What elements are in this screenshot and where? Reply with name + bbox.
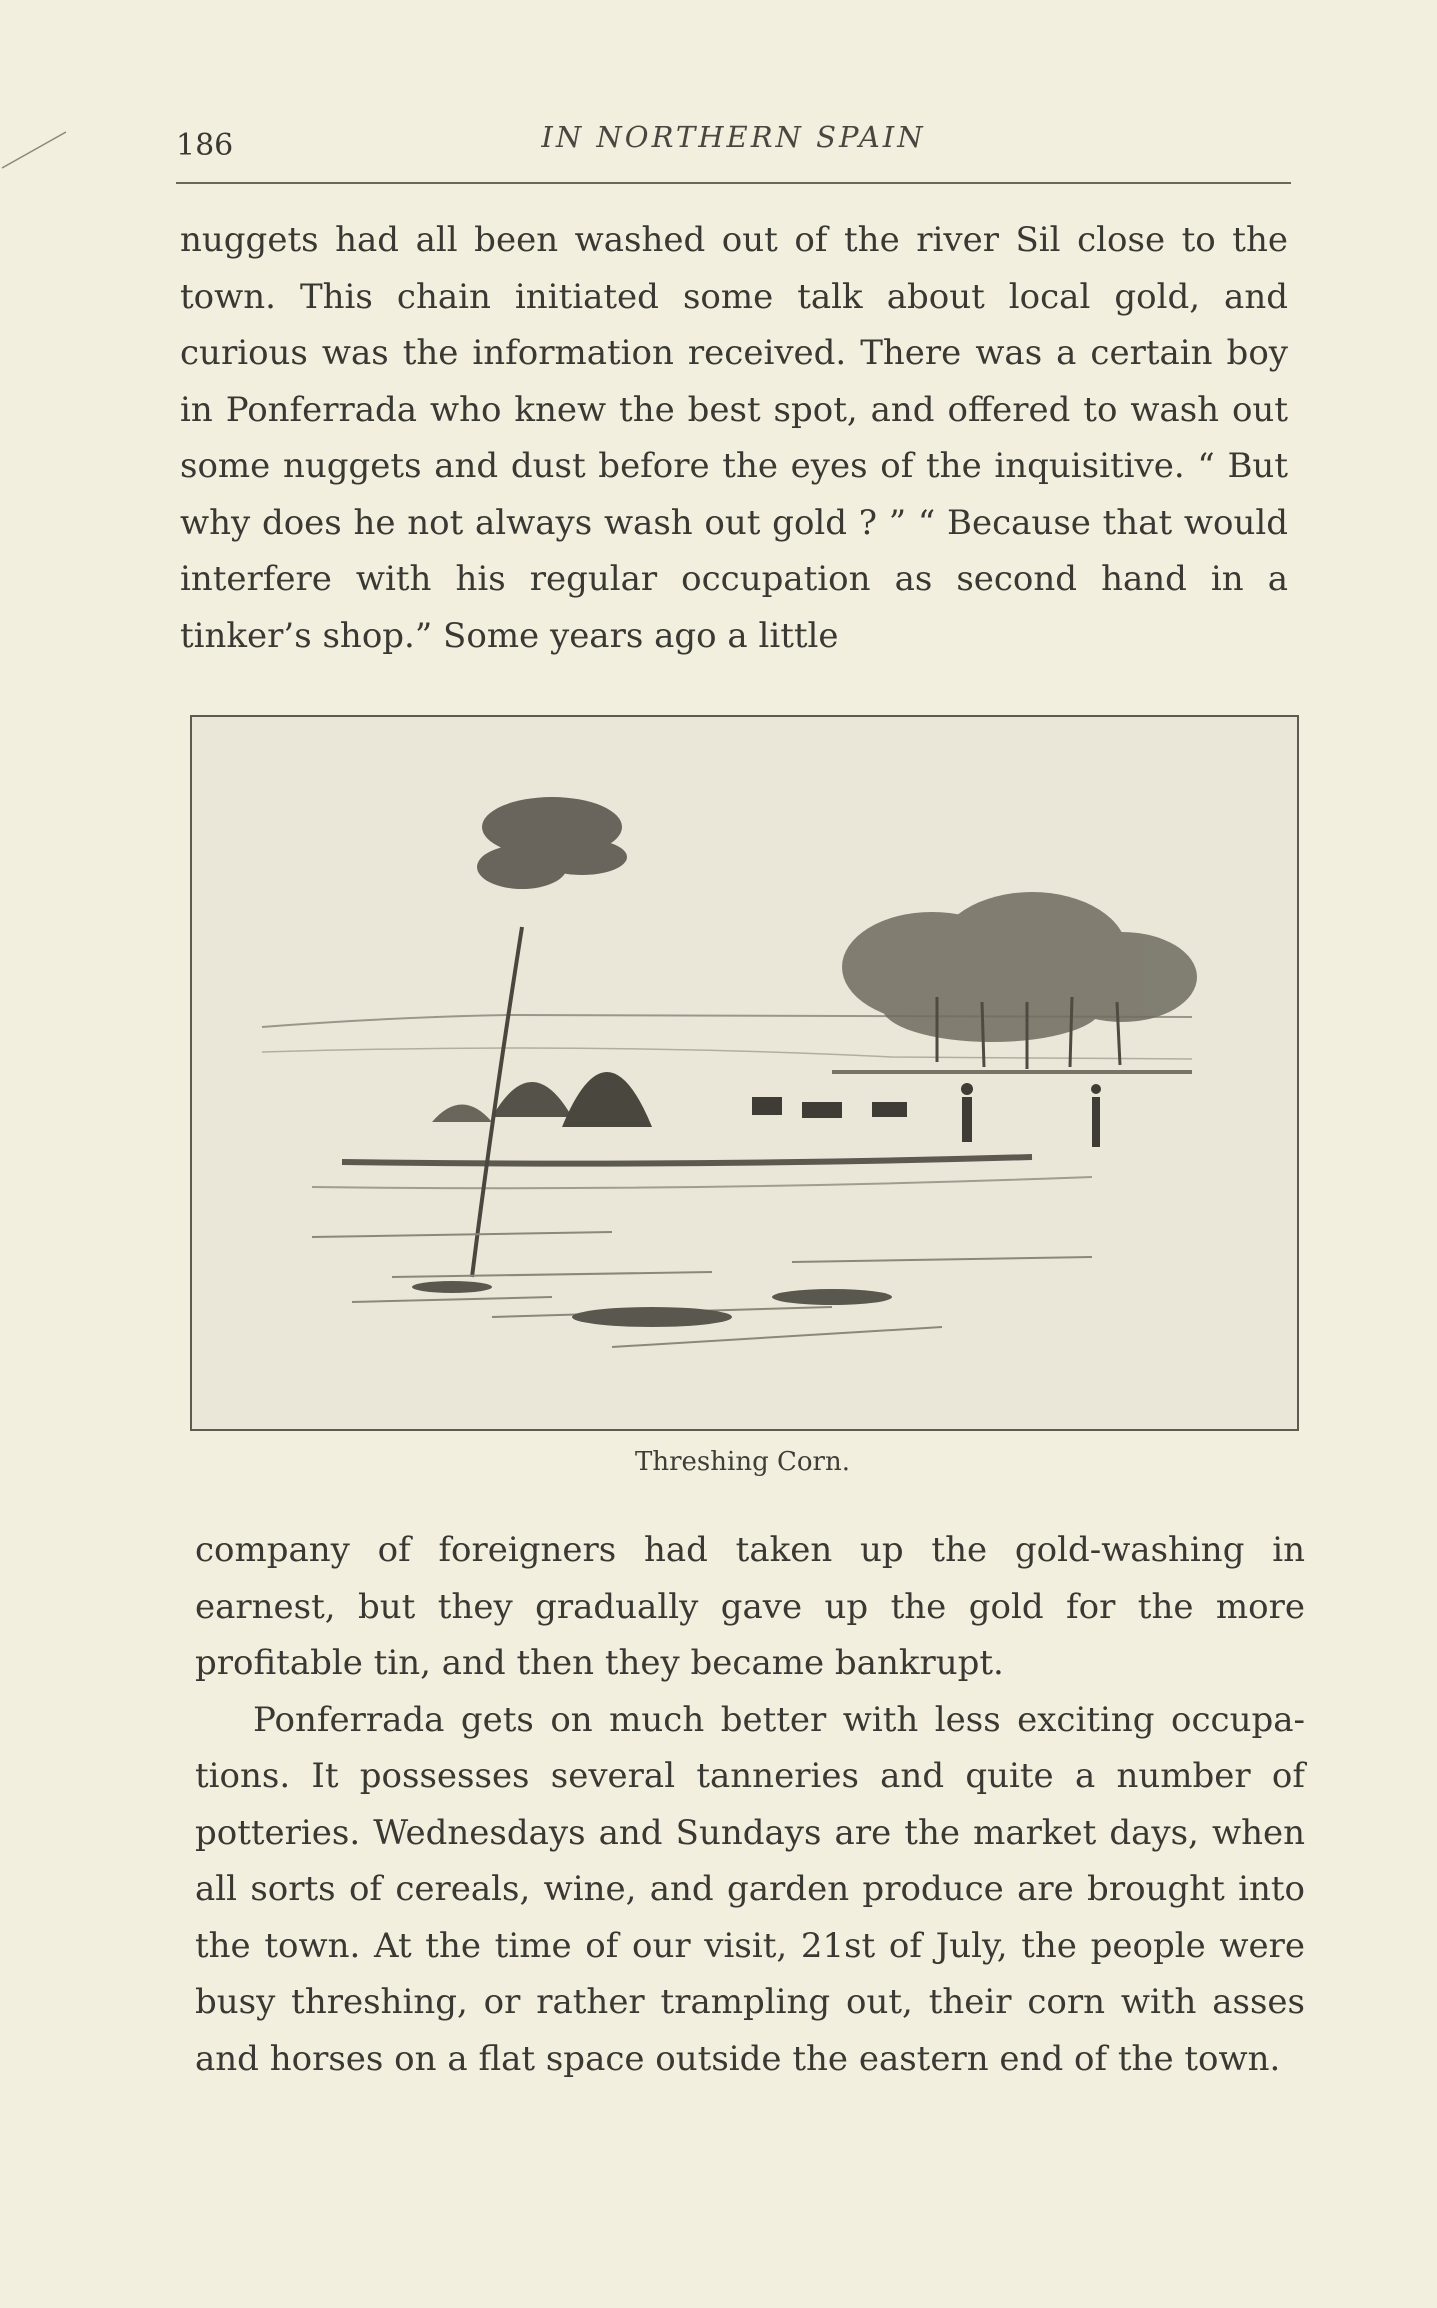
paragraph: Ponferrada gets on much better with less exciting occupa-tions. It possesses several tanneries and quite a number of potteries. Wednesdays and Sundays are the market days, when all sorts of cereals, wine, and garden produce are brought into the town. At the time of our visit, 21st of July, the people were busy threshing, or rather trampling out, their corn with asses and horses on a flat space outside the eastern end of the town. (195, 1699, 1305, 2079)
illustration-drawing (192, 717, 1297, 1429)
paragraph: company of foreigners had taken up the gold-washing in earnest, but they gradually gave up the gold for the more profitable tin, and then they became bankrupt. (195, 1530, 1305, 1683)
body-text-bottom (195, 1522, 1305, 2087)
header-rule (176, 182, 1291, 184)
figure-caption: Threshing Corn. (635, 1447, 850, 1477)
paragraph-continued: nuggets had all been washed out of the river Sil close to the town. This chain initiated some talk about local gold, and curious was the information received. There was a certain boy in Ponferrada who knew the best spot, and offered to wash out some nuggets and dust before the eyes of the inquisitive. “ But why does he not always wash out gold ? ” “ Because that would interfere with his regular occupation as second hand in a tinker’s shop.” Some years ago a little (180, 220, 1288, 656)
running-title: IN NORTHERN SPAIN (541, 120, 926, 154)
margin-pencil-mark (0, 130, 70, 170)
running-head (176, 120, 1291, 166)
body-text-top (180, 212, 1288, 664)
page-number: 186 (176, 128, 234, 163)
illustration-threshing-corn (190, 715, 1299, 1431)
